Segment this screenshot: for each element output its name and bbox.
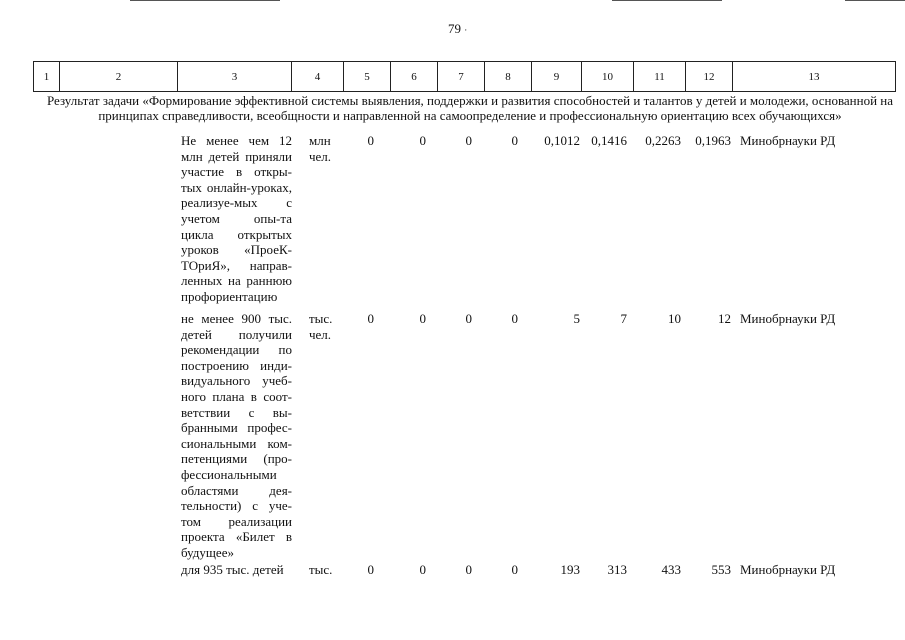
value-col-9: 5 [573, 311, 580, 326]
responsible-agency: Минобрнауки РД [740, 311, 836, 326]
column-header: 9 [532, 62, 582, 92]
value-col-5: 0 [367, 562, 374, 577]
unit-of-measure: млн чел. [309, 133, 332, 164]
top-scan-edge [0, 0, 905, 2]
unit-of-measure: тыс. [309, 562, 333, 577]
column-header: 12 [686, 62, 733, 92]
value-col-11: 433 [661, 562, 681, 577]
column-number-header [33, 61, 896, 92]
responsible-agency: Минобрнауки РД [740, 133, 836, 148]
value-col-7: 0 [465, 311, 472, 326]
value-col-8: 0 [511, 133, 518, 148]
value-col-7: 0 [465, 562, 472, 577]
value-col-10: 7 [620, 311, 627, 326]
value-col-11: 0,2263 [645, 133, 681, 148]
value-col-5: 0 [367, 133, 374, 148]
column-header: 6 [391, 62, 438, 92]
column-header: 10 [582, 62, 634, 92]
value-col-6: 0 [419, 311, 426, 326]
column-header: 1 [34, 62, 60, 92]
page-number: 79 · [448, 21, 468, 36]
column-header: 7 [438, 62, 485, 92]
column-header: 11 [634, 62, 686, 92]
value-col-6: 0 [419, 133, 426, 148]
unit-of-measure: тыс. чел. [309, 311, 333, 342]
value-col-9: 193 [560, 562, 580, 577]
column-header: 8 [485, 62, 532, 92]
value-col-12: 0,1963 [695, 133, 731, 148]
column-header: 3 [178, 62, 292, 92]
indicator-description: Не менее чем 12 млн детей приняли участие в откры-тых онлайн-уроках, реализуе-мых с учетом опы-та цикла открытых уроков «ПроеК-ТОриЯ», направ-ленных на раннюю профориентацию [181, 133, 292, 304]
value-col-8: 0 [511, 562, 518, 577]
indicator-description: для 935 тыс. детей [181, 562, 284, 577]
value-col-10: 0,1416 [591, 133, 627, 148]
value-col-9: 0,1012 [544, 133, 580, 148]
value-col-12: 553 [711, 562, 731, 577]
value-col-10: 313 [607, 562, 627, 577]
responsible-agency: Минобрнауки РД [740, 562, 836, 577]
value-col-6: 0 [419, 562, 426, 577]
value-col-7: 0 [465, 133, 472, 148]
value-col-8: 0 [511, 311, 518, 326]
indicator-description: не менее 900 тыс. детей получили рекомендации по построению инди-видуального учеб-ного плана в соот-ветствии с вы-бранными профес-сиональными ком-петенциями (про-фессиональными областями дея-тельности) с уче-том реализации проекта «Билет в будущее» [181, 311, 292, 560]
value-col-5: 0 [367, 311, 374, 326]
task-result-title: Результат задачи «Формирование эффективной системы выявления, поддержки и развития способностей и талантов у детей и молодежи, основанной на принципах справедливости, всеобщности и направленной на самоопределение и профессиональную ориентацию всех обучающихся» [46, 93, 894, 123]
value-col-12: 12 [718, 311, 731, 326]
column-header: 13 [733, 62, 896, 92]
column-header: 2 [60, 62, 178, 92]
value-col-11: 10 [668, 311, 681, 326]
column-header: 5 [344, 62, 391, 92]
column-header: 4 [292, 62, 344, 92]
